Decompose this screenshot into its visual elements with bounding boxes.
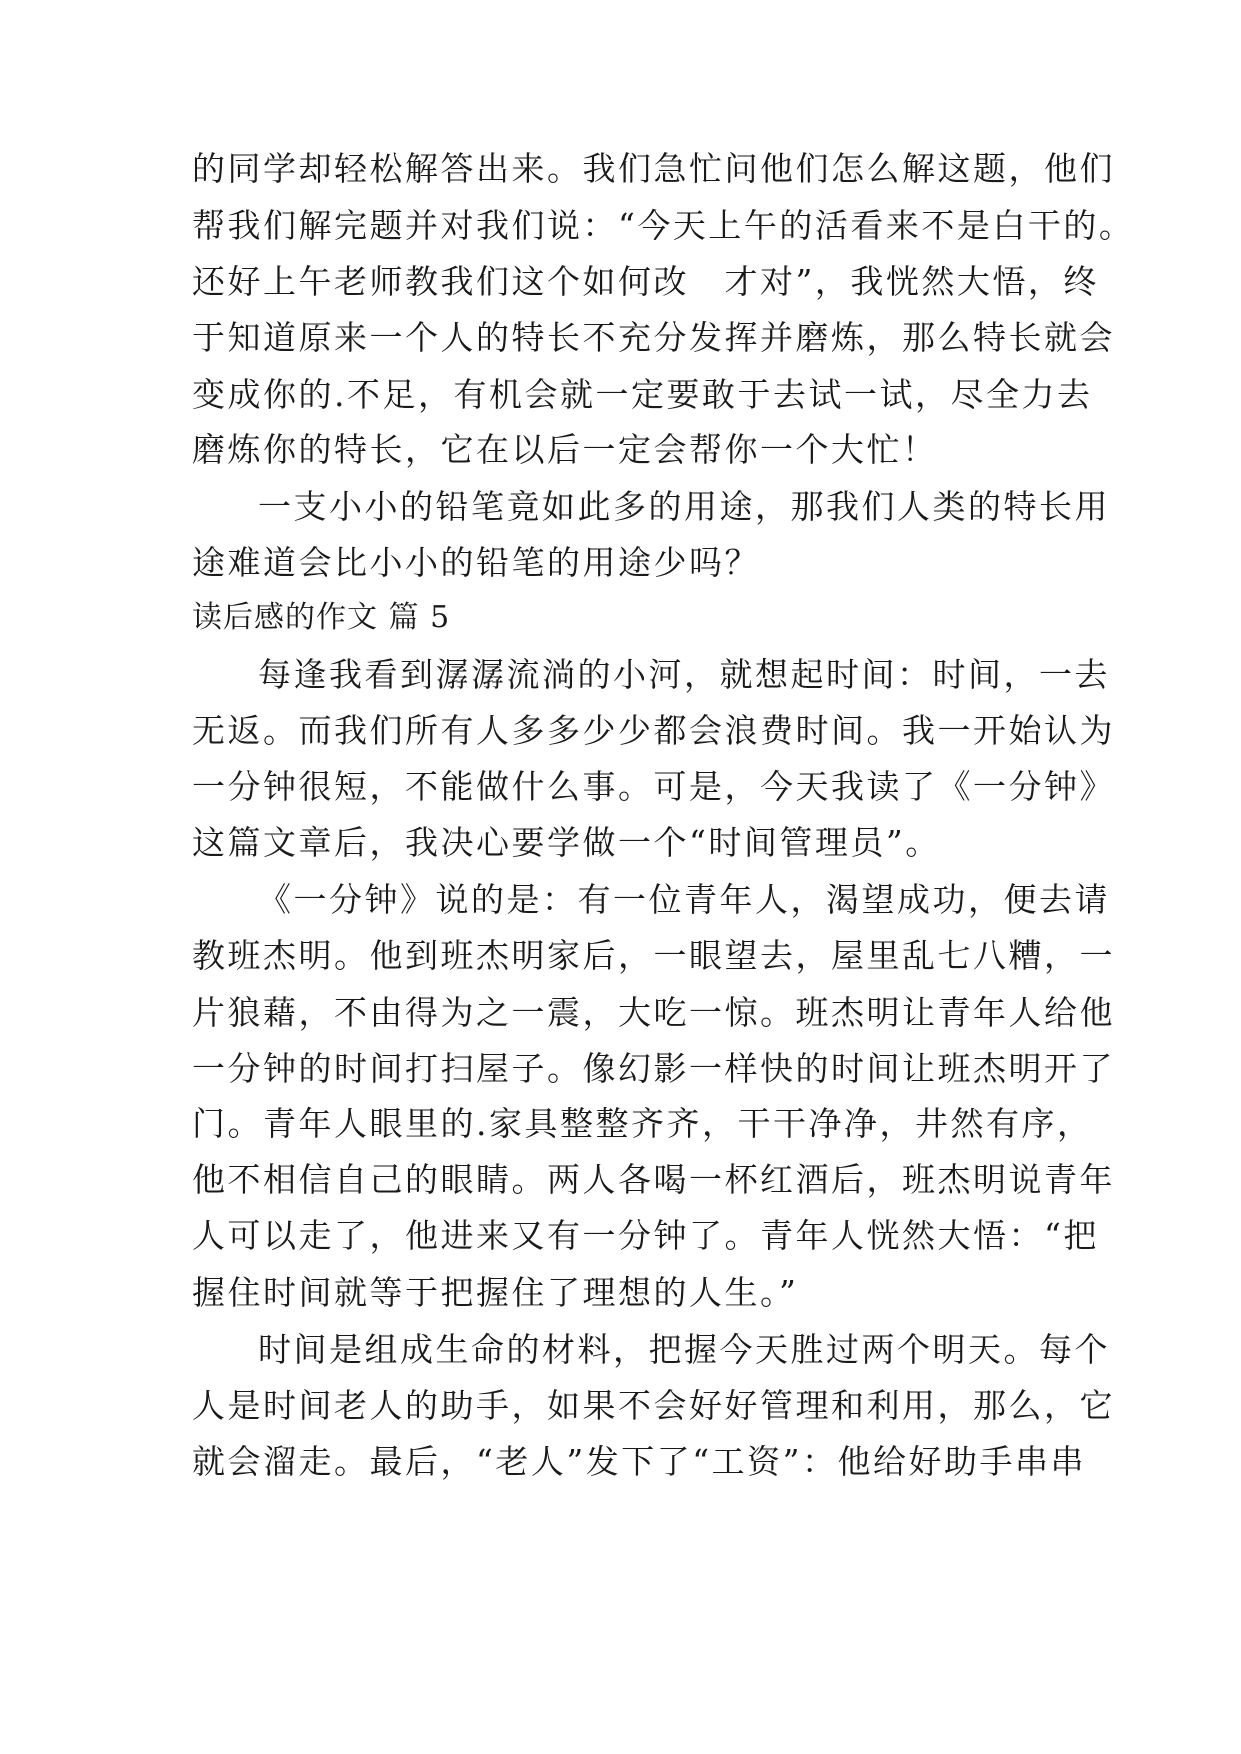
- paragraph-3-line-4: 这篇文章后，我决心要学做一个“时间管理员”。: [192, 823, 941, 862]
- paragraph-4-line-3: 片狼藉，不由得为之一震，大吃一惊。班杰明让青年人给他: [192, 993, 1115, 1032]
- paragraph-4-line-6: 他不相信自己的眼睛。两人各喝一杯红酒后，班杰明说青年: [192, 1160, 1115, 1199]
- paragraph-4-line-4: 一分钟的时间打扫屋子。像幻影一样快的时间让班杰明开了: [192, 1049, 1115, 1088]
- paragraph-1-line-6: 磨炼你的特长，它在以后一定会帮你一个大忙！: [192, 430, 938, 469]
- paragraph-5-line-2: 人是时间老人的助手，如果不会好好管理和利用，那么，它: [192, 1386, 1115, 1425]
- paragraph-4-line-7: 人可以走了，他进来又有一分钟了。青年人恍然大悟：“把: [192, 1216, 1099, 1255]
- paragraph-3-line-3: 一分钟很短，不能做什么事。可是，今天我读了《一分钟》: [192, 767, 1115, 806]
- paragraph-4-line-5: 门。青年人眼里的.家具整整齐齐，干干净净，井然有序，: [192, 1104, 1093, 1143]
- paragraph-1-line-3: 还好上午老师教我们这个如何改 才对”，我恍然大悟，终: [192, 262, 1099, 301]
- paragraph-2-line-1: 一支小小的铅笔竟如此多的用途，那我们人类的特长用: [258, 487, 1110, 526]
- paragraph-3-line-1: 每逢我看到潺潺流淌的小河，就想起时间：时间，一去: [258, 655, 1110, 694]
- paragraph-5-line-3: 就会溜走。最后，“老人”发下了“工资”：他给好助手串串: [192, 1442, 1086, 1481]
- paragraph-2-line-2: 途难道会比小小的铅笔的用途少吗？: [192, 543, 760, 582]
- paragraph-4-line-2: 教班杰明。他到班杰明家后，一眼望去，屋里乱七八糟，一: [192, 936, 1115, 975]
- section-heading: 读后感的作文 篇 5: [192, 600, 451, 635]
- paragraph-1-line-5: 变成你的.不足，有机会就一定要敢于去试一试，尽全力去: [192, 375, 1093, 414]
- paragraph-3-line-2: 无返。而我们所有人多多少少都会浪费时间。我一开始认为: [192, 711, 1115, 750]
- paragraph-4-line-8: 握住时间就等于把握住了理想的人生。”: [192, 1273, 799, 1312]
- paragraph-4-line-1: 《一分钟》说的是：有一位青年人，渴望成功，便去请: [258, 880, 1110, 919]
- paragraph-1-line-1: 的同学却轻松解答出来。我们急忙问他们怎么解这题，他们: [192, 149, 1115, 188]
- paragraph-1-line-4: 于知道原来一个人的特长不充分发挥并磨炼，那么特长就会: [192, 318, 1115, 357]
- paragraph-5-line-1: 时间是组成生命的材料，把握今天胜过两个明天。每个: [258, 1330, 1110, 1369]
- paragraph-1-line-2: 帮我们解完题并对我们说：“今天上午的活看来不是白干的。: [192, 206, 1135, 245]
